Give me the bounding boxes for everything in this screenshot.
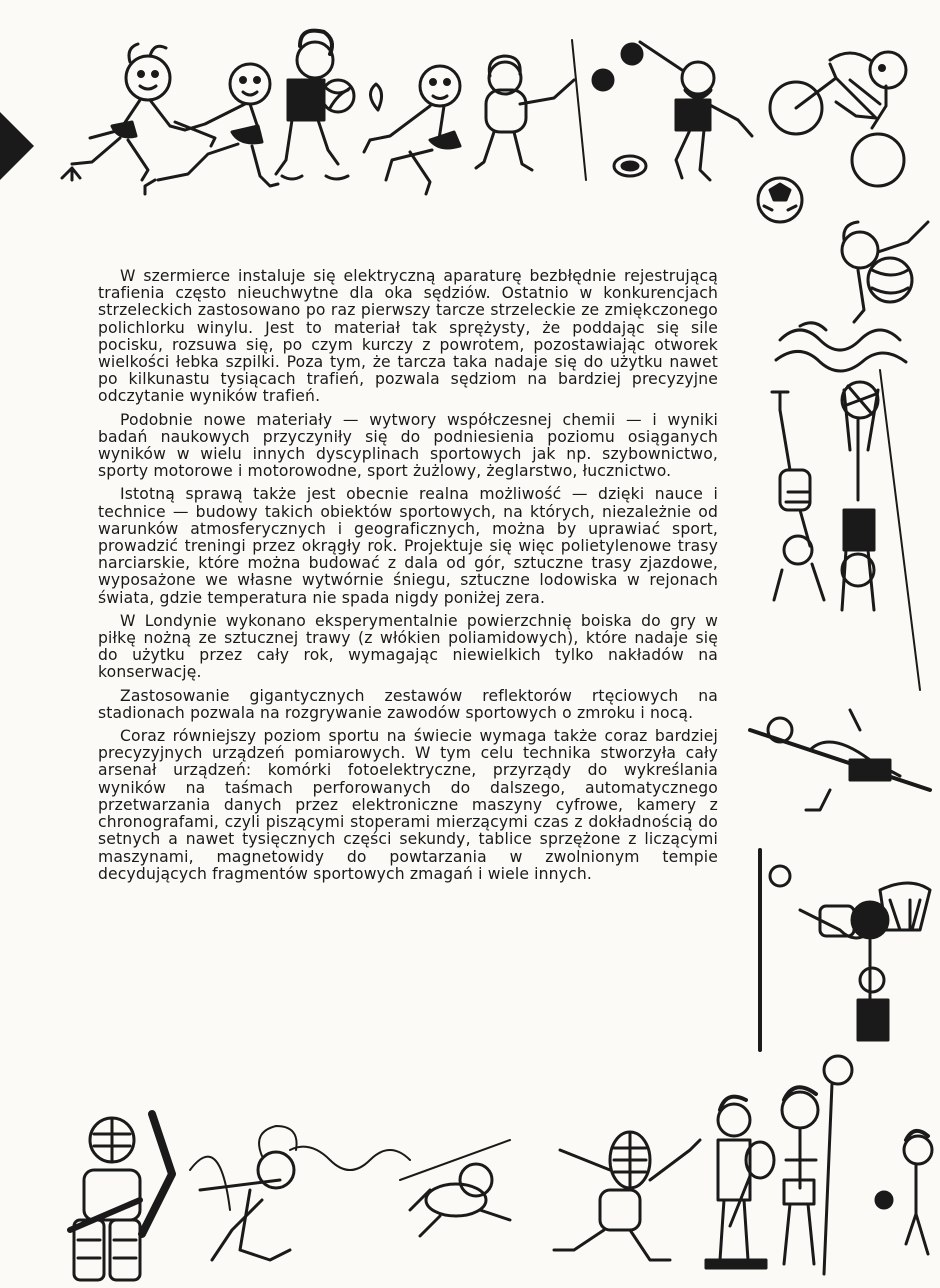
right-sport-figures-illustration	[740, 210, 940, 1090]
bottom-sport-figures-illustration	[0, 1030, 940, 1288]
shooter-figure	[145, 64, 278, 194]
sprinter-figure	[750, 710, 930, 810]
article-paragraph: W Londynie wykonano eksperymentalnie powierzchnię boiska do gry w piłkę nożną ze sztucznej trawy (z włókien poliamidowych), które nadaje się do użytku przez cały rok, wymagając niewielkich tylko nakładów na konserwację.	[98, 611, 718, 682]
discus-thrower-figure	[476, 40, 646, 180]
basketball-hoop-figure	[760, 850, 930, 1050]
top-sport-figures-illustration	[0, 0, 940, 230]
hockey-goalie-figure	[70, 1114, 172, 1280]
article-paragraph: Istotną sprawą także jest obecnie realna możliwość — dzięki nauce i technice — budowy takich obiektów sportowych, na których, niezależnie od warunków atmosferycznych i geograficznych, można by uprawiać sport, prowadzić treningi przez okrągły rok. Projektuje się więc polietylenowe trasy narciarskie, które można budować z dala od gór, sztuczne trasy zjazdowe, wyposażone we własne wytwórnie śniegu, sztuczne lodowiska w rejonach świata, gdzie temperatura nie spada nigdy poniżej zera.	[98, 485, 718, 607]
archer-figure	[190, 1126, 297, 1260]
article-paragraph: Coraz równiejszy poziom sportu na świecie wymaga także coraz bardziej precyzyjnych urządzeń pomiarowych. W tym celu technika stworzyła cały arsenał urządzeń: komórki fotoelektryczne, przyrządy do wykreślania wyników na taśmach perforowanych do dalszego, automatycznego przetwarzania danych przez elektroniczne maszyny cyfrowe, kamery z chronografami, czyli piszącymi stoperami mierzącymi czas z dokładnością do setnych a nawet tysięcznych części sekundy, tablice sprzężone z liczącymi maszynami, magnetowidy do powtarzania w zwolnionym tempie decydujących fragmentów sportowych zmagań i wiele innych.	[98, 727, 718, 883]
skater-figure	[364, 66, 460, 194]
article-text	[98, 268, 718, 889]
hockey-player-figure	[276, 31, 354, 179]
swimmer-figure	[776, 222, 928, 371]
article-paragraph: Podobnie nowe materiały — wytwory współczesnej chemii — i wyniki badań naukowych przyczyniły się do podniesienia poziomu osiąganych wyników w wielu innych dyscyplinach sportowych jak np. szybownictwo, sporty motorowe i motorowodne, sport żużlowy, żeglarstwo, łucznictwo.	[98, 410, 718, 481]
fencer-figure	[62, 44, 185, 180]
runner-figure	[290, 1140, 510, 1236]
acrobats-figure	[772, 370, 920, 690]
ball-thrower-figure	[640, 42, 752, 180]
cyclist-figure	[770, 52, 906, 186]
article-paragraph: Zastosowanie gigantycznych zestawów reflektorów rtęciowych na stadionach pozwala na rozgrywanie zawodów sportowych o zmroku i nocą.	[98, 686, 718, 722]
article-paragraph: W szermierce instaluje się elektryczną aparaturę bezbłędnie rejestrującą trafienia często nieuchwytne dla oka sędziów. Ostatnio w konkurencjach strzeleckich zastosowano po raz pierwszy tarcze strzeleckie ze zmiękczonego polichlorku winylu. Jest to materiał tak sprężysty, że poddając się sile pocisku, rozsuwa się, po czym kurczy z powrotem, pozostawiając otworek wielkości łebka szpilki. Poza tym, że tarcza taka nadaje się do użytku nawet po kilkunastu tysiącach trafień, pozwala sędziom na bardziej precyzyjne odczytanie wyników trafień.	[98, 267, 718, 406]
tennis-players-figure	[706, 1056, 932, 1274]
fencer-mask-figure	[554, 1132, 700, 1260]
